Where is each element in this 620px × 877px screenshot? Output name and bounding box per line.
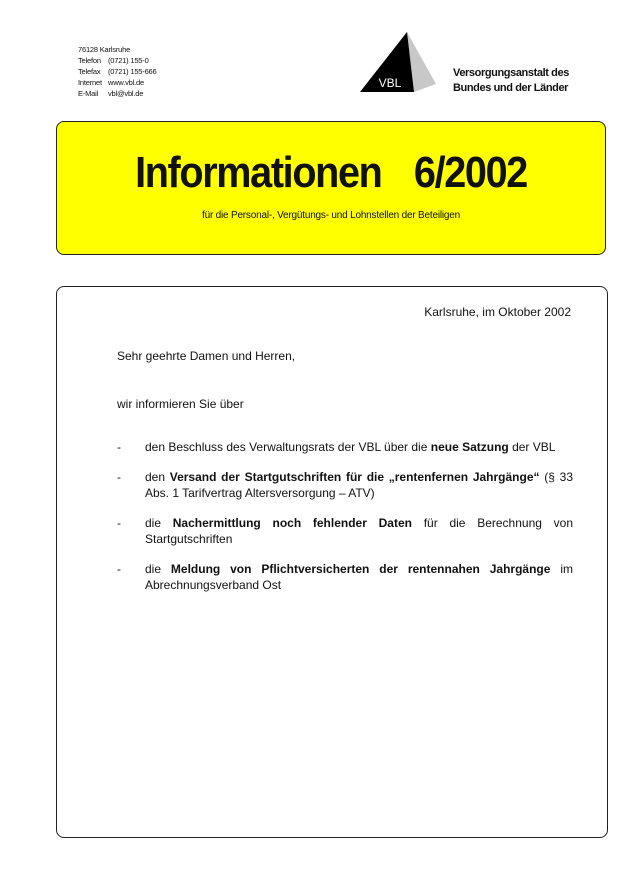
item-text-pre: den Beschluss des Verwaltungsrats der VBL über die [145,440,431,454]
list-item [117,561,573,593]
item-text-pre: den [145,470,170,484]
contact-row [78,77,157,88]
contact-value: www.vbl.de [108,78,144,87]
org-line-1: Versorgungsanstalt des [453,67,569,79]
contact-value: (0721) 155-666 [108,67,157,76]
list-bullet: - [117,516,121,530]
list-item-text [145,515,573,547]
list-item [117,469,573,501]
item-text-pre: die [145,516,173,530]
list-bullet: - [117,562,121,576]
item-text-post: im Abrechnungsverband Ost [145,562,573,592]
list-bullet: - [117,440,121,454]
letter-date: Karlsruhe, im Oktober 2002 [424,305,571,319]
contact-label: Telefon [78,56,101,65]
contact-row [78,66,157,77]
contact-label: E-Mail [78,89,99,98]
contact-row [78,88,157,99]
contact-label: Telefax [78,67,101,76]
banner-subtitle: für die Personal-, Vergütungs- und Lohnstellen der Beteiligen [202,210,460,221]
banner-title [84,148,577,198]
letter-box [56,286,608,838]
item-text-bold: Nachermittlung noch fehlender Daten [172,516,412,530]
contact-block [78,44,157,99]
contact-value: vbl@vbl.de [108,89,144,98]
list-bullet: - [117,470,121,484]
contact-label: Internet [78,78,102,87]
logo-text: VBL [378,76,402,90]
item-text-bold: Versand der Startgutschriften für die „rentenfernen Jahrgänge“ [169,470,540,484]
item-text-post: (§ 33 Abs. 1 Tarifvertrag Altersversorgung – ATV) [145,470,574,500]
item-text-post: der VBL [508,440,556,454]
vbl-logo [360,30,436,94]
contact-value: (0721) 155-0 [108,56,149,65]
list-item-text [145,561,573,593]
letter-intro: wir informieren Sie über [117,397,244,411]
list-item-text [145,469,573,501]
item-text-post: für die Berechnung von Startgutschriften [145,516,573,546]
item-text-pre: die [145,562,171,576]
contact-address: 76128 Karlsruhe [78,45,131,54]
list-item [117,439,573,455]
letter-salutation: Sehr geehrte Damen und Herren, [117,349,296,363]
list-item [117,515,573,547]
org-line-2: Bundes und der Länder [453,82,569,94]
title-banner [56,121,606,255]
banner-title-text: Informationen [135,148,382,197]
contact-row [78,55,157,66]
organization-name [453,66,569,96]
banner-issue: 6/2002 [413,148,527,197]
topic-list [117,439,573,607]
item-text-bold: neue Satzung [430,440,509,454]
item-text-bold: Meldung von Pflichtversicherten der rentennahen Jahrgänge [170,562,551,576]
list-item-text [145,439,573,455]
